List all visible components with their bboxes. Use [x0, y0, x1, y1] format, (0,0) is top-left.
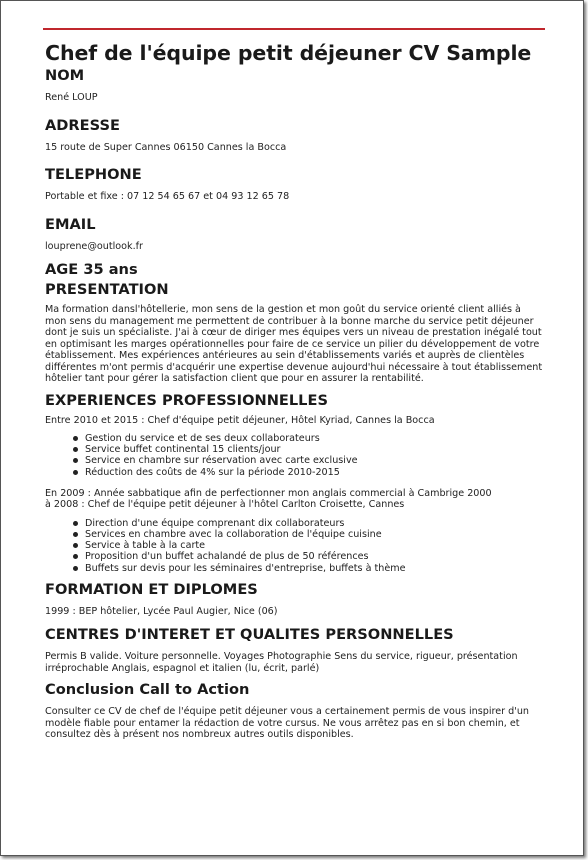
list-item: Service en chambre sur réservation avec carte exclusive: [85, 455, 555, 466]
formation-heading: FORMATION ET DIPLOMES: [45, 580, 258, 598]
list-item: Service à table à la carte: [85, 540, 555, 551]
list-item: Services en chambre avec la collaboration de l'équipe cuisine: [85, 529, 555, 540]
job2-title-line2: à 2008 : Chef de l'équipe petit déjeuner à l'hôtel Carlton Croisette, Cannes: [45, 499, 405, 511]
telephone-value: Portable et fixe : 07 12 54 65 67 et 04 93 12 65 78: [45, 191, 290, 202]
nom-value: René LOUP: [45, 92, 98, 103]
job2-list: [45, 518, 555, 574]
experiences-heading: EXPERIENCES PROFESSIONNELLES: [45, 391, 328, 409]
adresse-value: 15 route de Super Cannes 06150 Cannes la Bocca: [45, 141, 287, 153]
conclusion-text: Consulter ce CV de chef de l'équipe petit déjeuner vous a certainement permis de vous inspirer d'un modèle fiable pour entamer la rédaction de votre cursus. Ne vous arrêtez pas en si bon chemin, et consultez dès à présent nos nombreux autres outils disponibles.: [45, 706, 530, 741]
list-item: Service buffet continental 15 clients/jour: [85, 444, 555, 455]
job2-title-line1: En 2009 : Année sabbatique afin de perfectionner mon anglais commercial à Cambrige 2000: [45, 487, 492, 499]
job1-title: Entre 2010 et 2015 : Chef d'équipe petit déjeuner, Hôtel Kyriad, Cannes la Bocca: [45, 414, 435, 426]
formation-value: 1999 : BEP hôtelier, Lycée Paul Augier, Nice (06): [45, 605, 278, 617]
list-item: Buffets sur devis pour les séminaires d'entreprise, buffets à thème: [85, 563, 555, 574]
adresse-heading: ADRESSE: [45, 116, 120, 134]
job1-list: [45, 433, 555, 478]
nom-heading: NOM: [45, 67, 85, 84]
list-item: Direction d'une équipe comprenant dix collaborateurs: [85, 518, 555, 529]
telephone-heading: TELEPHONE: [45, 166, 142, 183]
list-item: Gestion du service et de ses deux collaborateurs: [85, 433, 555, 444]
interets-heading: CENTRES D'INTERET ET QUALITES PERSONNELLES: [45, 626, 454, 644]
email-value: louprene@outlook.fr: [45, 240, 143, 252]
presentation-text: Ma formation dansl'hôtellerie, mon sens de la gestion et mon goût du service orienté client alliés à mon sens du management me permettent de contribuer à la bonne marche du service petit déjeuner dont je suis un spécialiste. J'ai à cœur de diriger mes équipes vers un niveau de prestation inégalé tout en optimisant les marges opérationnelles pour faire de ce service un pilier du développement de votre établissement. Mes expériences antérieures au sein d'établissements variés et auprès de clientèles différentes m'ont permis d'acquérir une expertise devenue aujourd'hui nécessaire à tout établissement hôtelier tant pour gérer la satisfaction client que pour en assurer la rentabilité.: [45, 304, 543, 384]
conclusion-heading: Conclusion Call to Action: [45, 681, 250, 699]
page-title: Chef de l'équipe petit déjeuner CV Sample: [45, 41, 532, 65]
age-heading: AGE 35 ans: [45, 261, 138, 278]
cv-content: [45, 39, 555, 741]
presentation-heading: PRESENTATION: [45, 281, 169, 298]
list-item: Réduction des coûts de 4% sur la période 2010-2015: [85, 467, 555, 478]
interets-text: Permis B valide. Voiture personnelle. Voyages Photographie Sens du service, rigueur, présentation irréprochable Anglais, espagnol et italien (lu, écrit, parlé): [45, 651, 518, 674]
list-item: Proposition d'un buffet achalandé de plus de 50 références: [85, 551, 555, 562]
title-rule: [43, 28, 545, 30]
email-heading: EMAIL: [45, 215, 96, 233]
